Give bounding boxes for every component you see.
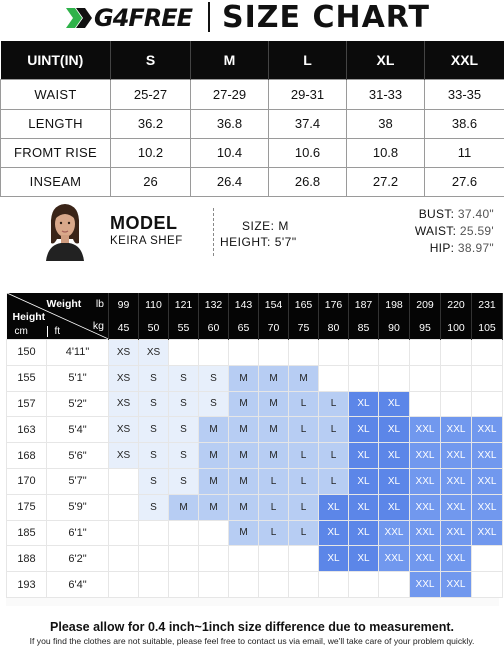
size-cell: XL — [319, 494, 349, 520]
lb-value: 154 — [259, 293, 289, 316]
height-ft: 5'4" — [47, 417, 109, 443]
measurement-value: 25-27 — [111, 79, 191, 109]
measurement-value: 31-33 — [347, 79, 425, 109]
kg-value: 75 — [289, 316, 319, 339]
model-height-value: 5'7" — [274, 235, 297, 249]
size-cell: M — [169, 494, 199, 520]
height-cm: 185 — [7, 520, 47, 546]
model-hip — [430, 241, 494, 255]
size-cell: XL — [349, 520, 379, 546]
height-cm: 188 — [7, 546, 47, 572]
size-cell: L — [289, 520, 319, 546]
size-cell — [199, 546, 229, 572]
lb-value: 132 — [199, 293, 229, 316]
size-cell — [472, 340, 503, 366]
size-cell: XXL — [410, 443, 441, 469]
size-cell: L — [289, 391, 319, 417]
size-cell — [319, 572, 349, 598]
model-height — [220, 235, 297, 249]
model-size-label: SIZE: — [242, 219, 275, 233]
size-cell: M — [259, 365, 289, 391]
size-cell: M — [229, 468, 259, 494]
size-cell: XS — [109, 340, 139, 366]
size-cell — [441, 365, 472, 391]
size-cell: XL — [319, 546, 349, 572]
size-cell — [169, 520, 199, 546]
size-cell: XXL — [379, 546, 410, 572]
size-cell: S — [169, 417, 199, 443]
size-cell: XL — [349, 494, 379, 520]
size-cell: M — [259, 391, 289, 417]
height-ft: 5'9" — [47, 494, 109, 520]
size-cell: L — [319, 468, 349, 494]
height-ft: 5'2" — [47, 391, 109, 417]
size-cell — [169, 572, 199, 598]
measurement-note: Please allow for 0.4 inch~1inch size difference due to measurement. — [50, 620, 454, 634]
size-cell — [379, 365, 410, 391]
cm-label: cm — [14, 326, 28, 337]
kg-value: 95 — [410, 316, 441, 339]
lb-value: 121 — [169, 293, 199, 316]
measurement-label: INSEAM — [1, 167, 111, 196]
size-cell: S — [139, 391, 169, 417]
kg-label: kg — [92, 320, 104, 332]
lb-value: 176 — [319, 293, 349, 316]
size-cell: M — [199, 443, 229, 469]
size-cell — [472, 391, 503, 417]
measurement-label: WAIST — [1, 79, 111, 109]
model-waist — [415, 224, 494, 238]
size-cell — [472, 572, 503, 598]
size-cell: XXL — [472, 494, 503, 520]
size-cell: M — [259, 443, 289, 469]
size-cell — [410, 340, 441, 366]
kg-value: 60 — [199, 316, 229, 339]
size-cell: XXL — [441, 494, 472, 520]
size-cell: M — [199, 468, 229, 494]
size-cell: L — [259, 494, 289, 520]
measurement-value: 38 — [347, 109, 425, 138]
model-size — [242, 219, 289, 233]
size-header: XL — [347, 41, 425, 79]
lb-value: 143 — [229, 293, 259, 316]
hip-value: 38.97" — [457, 241, 494, 255]
size-cell — [441, 340, 472, 366]
height-row — [7, 494, 503, 520]
model-info — [0, 193, 504, 275]
size-header: XXL — [425, 41, 504, 79]
header-divider — [208, 2, 210, 32]
size-cell: M — [229, 443, 259, 469]
height-row — [7, 520, 503, 546]
size-cell: M — [199, 494, 229, 520]
height-row — [7, 546, 503, 572]
height-cm: 155 — [7, 365, 47, 391]
size-cell: XL — [349, 443, 379, 469]
measurement-value: 26 — [111, 167, 191, 196]
size-table-row — [1, 138, 504, 167]
lb-value: 231 — [472, 293, 503, 316]
size-cell: L — [259, 468, 289, 494]
waist-label: WAIST: — [414, 224, 457, 238]
size-header: M — [191, 41, 269, 79]
measurement-value: 26.4 — [191, 167, 269, 196]
size-cell: S — [169, 365, 199, 391]
size-cell: XL — [379, 443, 410, 469]
size-cell: XXL — [472, 468, 503, 494]
size-cell — [139, 520, 169, 546]
kg-value: 100 — [441, 316, 472, 339]
size-cell: L — [319, 417, 349, 443]
height-label: Height — [12, 311, 46, 323]
lb-value: 209 — [410, 293, 441, 316]
size-table-row — [1, 79, 504, 109]
measurement-value: 37.4 — [269, 109, 347, 138]
size-cell: S — [199, 365, 229, 391]
size-cell — [319, 365, 349, 391]
size-cell — [229, 572, 259, 598]
size-cell: XXL — [441, 572, 472, 598]
size-cell: XXL — [472, 417, 503, 443]
size-cell — [139, 546, 169, 572]
unit-divider — [47, 326, 48, 337]
measurement-value: 33-35 — [425, 79, 504, 109]
lb-value: 110 — [139, 293, 169, 316]
size-cell: XL — [349, 546, 379, 572]
measurement-value: 29-31 — [269, 79, 347, 109]
size-cell: S — [199, 391, 229, 417]
size-cell — [289, 546, 319, 572]
model-name: KEIRA SHEF — [110, 235, 183, 247]
size-cell: S — [139, 417, 169, 443]
hip-label: HIP: — [429, 241, 455, 255]
size-cell — [199, 520, 229, 546]
size-cell: XXL — [441, 520, 472, 546]
height-row — [7, 340, 503, 366]
size-cell: L — [259, 520, 289, 546]
height-ft: 6'1" — [47, 520, 109, 546]
size-cell: L — [289, 417, 319, 443]
size-cell: XXL — [410, 417, 441, 443]
size-cell — [169, 546, 199, 572]
measurement-value: 38.6 — [425, 109, 504, 138]
height-cm: 157 — [7, 391, 47, 417]
size-cell — [410, 365, 441, 391]
brand-logo — [66, 4, 192, 32]
size-cell — [199, 572, 229, 598]
size-cell: XS — [109, 417, 139, 443]
size-cell: XXL — [410, 520, 441, 546]
size-cell: S — [169, 468, 199, 494]
kg-value: 65 — [229, 316, 259, 339]
size-cell — [109, 520, 139, 546]
header — [0, 0, 504, 36]
size-cell: XXL — [441, 417, 472, 443]
brand-name: G4FREE — [94, 4, 193, 32]
contact-note: If you find the clothes are not suitable, please feel free to contact us via email, we'll take care of your problem quickly. — [29, 636, 475, 646]
size-cell — [109, 468, 139, 494]
measurement-label: LENGTH — [1, 109, 111, 138]
bust-value: 37.40" — [457, 207, 494, 221]
height-ft: 5'7" — [47, 468, 109, 494]
kg-value: 105 — [472, 316, 503, 339]
kg-value: 70 — [259, 316, 289, 339]
kg-value: 90 — [379, 316, 410, 339]
height-cm: 163 — [7, 417, 47, 443]
size-cell: XXL — [410, 572, 441, 598]
size-cell: XXL — [441, 443, 472, 469]
measurement-value: 36.2 — [111, 109, 191, 138]
height-cm: 150 — [7, 340, 47, 366]
size-cell: M — [229, 417, 259, 443]
size-cell — [379, 340, 410, 366]
size-cell — [379, 572, 410, 598]
size-cell — [349, 572, 379, 598]
size-cell: XXL — [410, 494, 441, 520]
measurement-label: FROMT RISE — [1, 138, 111, 167]
size-cell: XL — [349, 391, 379, 417]
measurement-value: 10.6 — [269, 138, 347, 167]
size-cell: L — [319, 443, 349, 469]
size-cell: XS — [109, 391, 139, 417]
size-cell — [199, 340, 229, 366]
size-cell: L — [319, 391, 349, 417]
size-cell: XXL — [441, 468, 472, 494]
kg-value: 45 — [109, 316, 139, 339]
kg-value: 50 — [139, 316, 169, 339]
size-cell — [349, 365, 379, 391]
size-cell — [259, 340, 289, 366]
size-cell — [259, 572, 289, 598]
brand-arrow-icon — [66, 6, 92, 30]
measurement-value: 26.8 — [269, 167, 347, 196]
size-header: L — [269, 41, 347, 79]
model-size-value: M — [278, 219, 289, 233]
size-cell — [441, 391, 472, 417]
size-cell — [109, 494, 139, 520]
height-row — [7, 391, 503, 417]
size-cell: XXL — [472, 443, 503, 469]
measurement-value: 10.8 — [347, 138, 425, 167]
size-cell: M — [289, 365, 319, 391]
kg-value: 80 — [319, 316, 349, 339]
waist-value: 25.59' — [459, 224, 494, 238]
size-cell — [472, 546, 503, 572]
size-cell: XL — [349, 468, 379, 494]
grid-corner — [7, 293, 109, 340]
size-cell: S — [139, 443, 169, 469]
size-cell — [229, 546, 259, 572]
size-table — [0, 41, 504, 197]
height-ft: 5'1" — [47, 365, 109, 391]
size-cell: XS — [109, 443, 139, 469]
size-cell: S — [139, 494, 169, 520]
size-table-row — [1, 109, 504, 138]
height-row — [7, 572, 503, 598]
weight-label: Weight — [46, 298, 82, 310]
height-row — [7, 365, 503, 391]
size-cell: M — [259, 417, 289, 443]
height-cm: 170 — [7, 468, 47, 494]
size-cell: XL — [379, 468, 410, 494]
ft-label: ft — [54, 326, 61, 337]
size-table-header — [1, 41, 504, 79]
size-cell: M — [229, 520, 259, 546]
size-cell: L — [289, 494, 319, 520]
size-cell — [410, 391, 441, 417]
size-cell: XXL — [441, 546, 472, 572]
lb-value: 220 — [441, 293, 472, 316]
size-cell: XL — [379, 417, 410, 443]
size-cell: S — [139, 365, 169, 391]
height-row — [7, 443, 503, 469]
size-cell: XXL — [379, 520, 410, 546]
kg-value: 85 — [349, 316, 379, 339]
measurement-value: 27-29 — [191, 79, 269, 109]
height-ft: 5'6" — [47, 443, 109, 469]
height-weight-chart — [6, 293, 499, 606]
size-cell: XL — [379, 391, 410, 417]
height-ft: 4'11" — [47, 340, 109, 366]
size-cell: S — [139, 468, 169, 494]
measurement-value: 10.4 — [191, 138, 269, 167]
unit-header: UINT(IN) — [1, 41, 111, 79]
size-cell — [109, 546, 139, 572]
model-divider — [213, 208, 214, 256]
measurement-value: 27.2 — [347, 167, 425, 196]
size-cell — [229, 340, 259, 366]
lb-value: 165 — [289, 293, 319, 316]
size-cell: XS — [139, 340, 169, 366]
height-row — [7, 468, 503, 494]
size-cell: M — [229, 494, 259, 520]
measurement-value: 36.8 — [191, 109, 269, 138]
size-cell — [349, 340, 379, 366]
size-cell — [319, 340, 349, 366]
lb-value: 99 — [109, 293, 139, 316]
size-cell — [289, 572, 319, 598]
measurement-value: 27.6 — [425, 167, 504, 196]
measurement-value: 10.2 — [111, 138, 191, 167]
size-cell — [472, 365, 503, 391]
lb-value: 187 — [349, 293, 379, 316]
size-cell: XL — [379, 494, 410, 520]
kg-value: 55 — [169, 316, 199, 339]
model-avatar — [42, 199, 88, 261]
page-title: SIZE CHART — [222, 0, 431, 35]
model-title: MODEL — [110, 213, 178, 233]
height-ft: 6'2" — [47, 546, 109, 572]
bust-label: BUST: — [418, 207, 455, 221]
size-cell: XL — [349, 417, 379, 443]
size-cell: M — [229, 391, 259, 417]
size-cell: XL — [319, 520, 349, 546]
lb-value: 198 — [379, 293, 410, 316]
size-cell — [289, 340, 319, 366]
size-cell: XS — [109, 365, 139, 391]
height-weight-table — [6, 293, 503, 598]
size-cell — [169, 340, 199, 366]
height-cm: 168 — [7, 443, 47, 469]
height-cm: 175 — [7, 494, 47, 520]
lb-label: lb — [95, 298, 104, 310]
size-cell: XXL — [410, 546, 441, 572]
size-cell: L — [289, 468, 319, 494]
size-header: S — [111, 41, 191, 79]
lb-row — [7, 293, 503, 316]
size-cell: L — [289, 443, 319, 469]
size-table-row — [1, 167, 504, 196]
size-cell: M — [229, 365, 259, 391]
measurement-value: 11 — [425, 138, 504, 167]
height-cm: 193 — [7, 572, 47, 598]
size-cell — [259, 546, 289, 572]
size-cell — [139, 572, 169, 598]
size-cell: S — [169, 443, 199, 469]
model-bust — [419, 207, 494, 221]
size-cell — [109, 572, 139, 598]
size-cell: M — [199, 417, 229, 443]
model-height-label: HEIGHT: — [220, 235, 271, 249]
height-ft: 6'4" — [47, 572, 109, 598]
size-cell: XXL — [472, 520, 503, 546]
height-row — [7, 417, 503, 443]
size-cell: XXL — [410, 468, 441, 494]
size-cell: S — [169, 391, 199, 417]
